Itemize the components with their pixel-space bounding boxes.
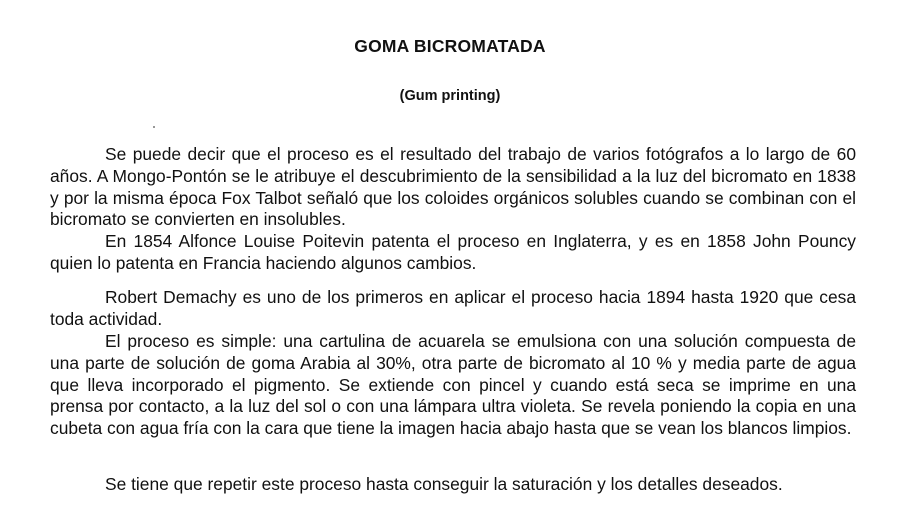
document-title: GOMA BICROMATADA [354,36,546,56]
document-subtitle: (Gum printing) [399,88,501,104]
paragraph-repeat: Se tiene que repetir este proceso hasta conseguir la saturación y los detalles deseados. [105,474,783,494]
paragraph-history: Se puede decir que el proceso es el resultado del trabajo de varios fotógrafos a lo largo de 60 años. A Mongo-Pontón se le atribuye el descubrimiento de la sensibilidad a la luz del bicromato en 1838 y por la misma época Fox Talbot señaló que los coloides orgánicos solubles cuando se combinan con el bicromato se convierten en insolubles. [50,144,856,230]
paragraph-patents: En 1854 Alfonce Louise Poitevin patenta el proceso en Inglaterra, y es en 1858 John Pouncy quien lo patenta en Francia haciendo algunos cambios. [50,231,856,273]
paragraph-demachy: Robert Demachy es uno de los primeros en aplicar el proceso hacia 1894 hasta 1920 que cesa toda actividad. [50,287,856,329]
scan-speck [153,126,155,128]
paragraph-process: El proceso es simple: una cartulina de acuarela se emulsiona con una solución compuesta de una parte de solución de goma Arabia al 30%, otra parte de bicromato al 10 % y media parte de agua que lleva incorporado el pigmento. Se extiende con pincel y cuando está seca se imprime en una prensa por contacto, a la luz del sol o con una lámpara ultra violeta. Se revela poniendo la copia en una cubeta con agua fría con la cara que tiene la imagen hacia abajo hasta que se vean los blancos limpios. [50,331,856,439]
